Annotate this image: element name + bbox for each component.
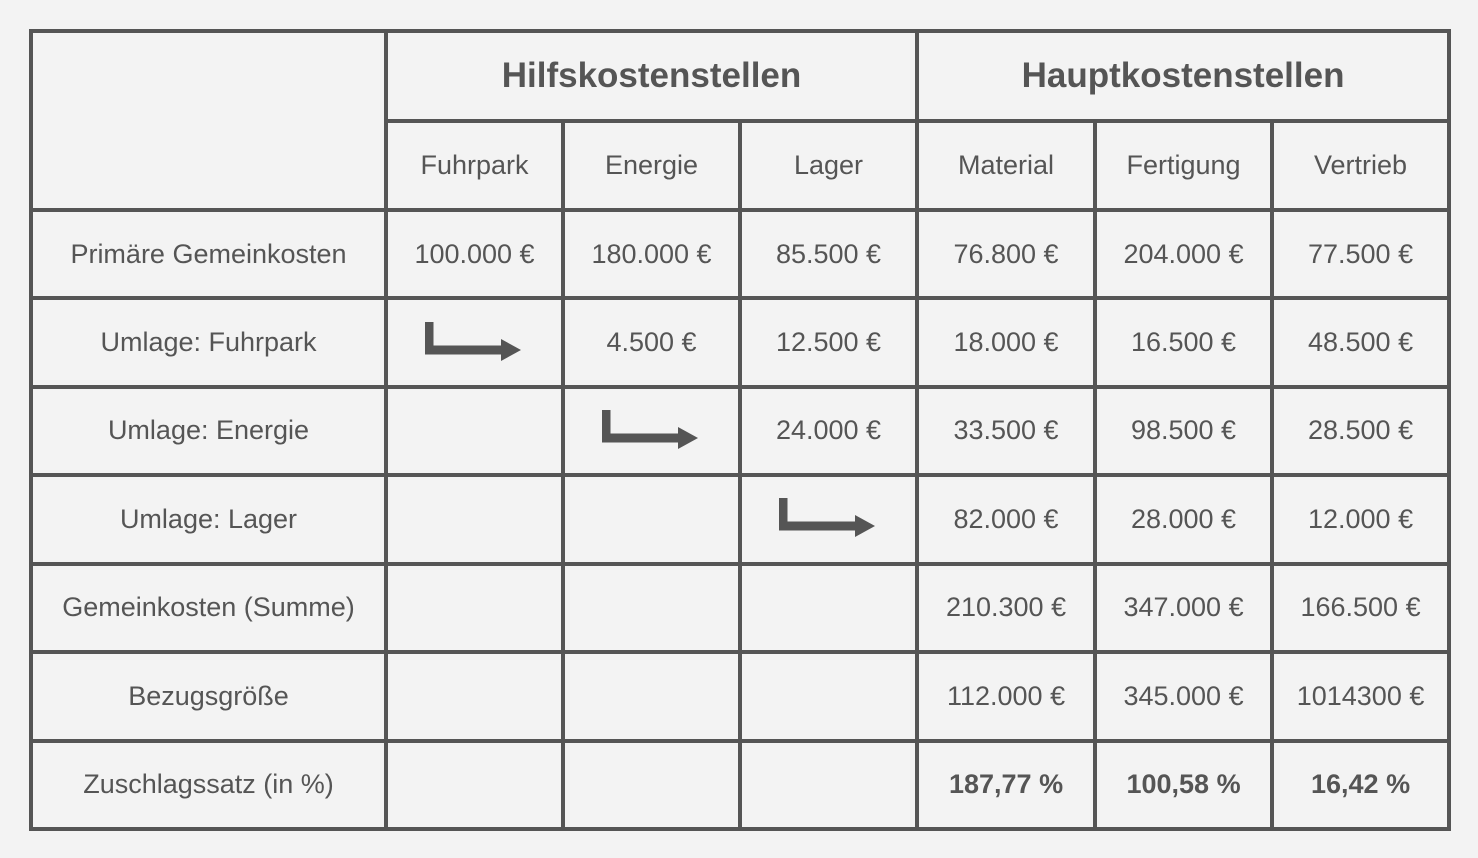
table-cell: 12.500 € (740, 298, 917, 386)
table-cell: 100.000 € (386, 210, 563, 298)
table-cell: 77.500 € (1272, 210, 1447, 298)
group-header-hauptkostenstellen: Hauptkostenstellen (917, 33, 1447, 121)
row-label: Zuschlagssatz (in %) (33, 741, 386, 828)
table-row (33, 298, 1447, 386)
arrow-cell (386, 298, 563, 386)
table-row (33, 741, 1447, 828)
group-header-row (33, 33, 1447, 121)
arrow-cell (563, 387, 740, 475)
arrow-down-right-icon (425, 318, 525, 368)
column-header-energie: Energie (563, 121, 740, 209)
table-cell: 85.500 € (740, 210, 917, 298)
table-cell: 98.500 € (1095, 387, 1272, 475)
table-cell (740, 564, 917, 652)
table-cell (386, 564, 563, 652)
row-label: Bezugsgröße (33, 652, 386, 740)
table-row (33, 564, 1447, 652)
table-row (33, 387, 1447, 475)
column-header-fertigung: Fertigung (1095, 121, 1272, 209)
table-cell: 24.000 € (740, 387, 917, 475)
table-cell (386, 387, 563, 475)
table-row (33, 475, 1447, 563)
table-cell: 82.000 € (917, 475, 1095, 563)
table-cell: 48.500 € (1272, 298, 1447, 386)
table-cell: 210.300 € (917, 564, 1095, 652)
corner-cell (33, 33, 386, 210)
table-cell: 28.000 € (1095, 475, 1272, 563)
row-label: Primäre Gemeinkosten (33, 210, 386, 298)
table-cell: 204.000 € (1095, 210, 1272, 298)
arrow-cell (740, 475, 917, 563)
column-header-fuhrpark: Fuhrpark (386, 121, 563, 209)
column-header-lager: Lager (740, 121, 917, 209)
table-cell: 18.000 € (917, 298, 1095, 386)
table-cell (563, 652, 740, 740)
row-label: Umlage: Fuhrpark (33, 298, 386, 386)
table-cell (740, 652, 917, 740)
table-cell (740, 741, 917, 828)
column-header-vertrieb: Vertrieb (1272, 121, 1447, 209)
table-cell (563, 564, 740, 652)
table-cell (386, 475, 563, 563)
cost-center-table (33, 33, 1447, 827)
table-cell: 4.500 € (563, 298, 740, 386)
table-cell: 28.500 € (1272, 387, 1447, 475)
table-cell: 1014300 € (1272, 652, 1447, 740)
table-cell: 345.000 € (1095, 652, 1272, 740)
table-cell: 76.800 € (917, 210, 1095, 298)
table-cell (563, 475, 740, 563)
table-row (33, 652, 1447, 740)
table-cell (563, 741, 740, 828)
surcharge-rate-material: 187,77 % (917, 741, 1095, 828)
table-cell (386, 652, 563, 740)
arrow-down-right-icon (779, 494, 879, 544)
column-header-material: Material (917, 121, 1095, 209)
surcharge-rate-fertigung: 100,58 % (1095, 741, 1272, 828)
table-cell: 12.000 € (1272, 475, 1447, 563)
table-cell: 180.000 € (563, 210, 740, 298)
table-cell: 166.500 € (1272, 564, 1447, 652)
row-label: Gemeinkosten (Summe) (33, 564, 386, 652)
table-cell: 112.000 € (917, 652, 1095, 740)
table-cell (386, 741, 563, 828)
table-cell: 16.500 € (1095, 298, 1272, 386)
row-label: Umlage: Energie (33, 387, 386, 475)
surcharge-rate-vertrieb: 16,42 % (1272, 741, 1447, 828)
arrow-down-right-icon (602, 406, 702, 456)
row-label: Umlage: Lager (33, 475, 386, 563)
table-row (33, 210, 1447, 298)
group-header-hilfskostenstellen: Hilfskostenstellen (386, 33, 917, 121)
table-cell: 33.500 € (917, 387, 1095, 475)
table-cell: 347.000 € (1095, 564, 1272, 652)
cost-center-table-container (29, 29, 1451, 831)
